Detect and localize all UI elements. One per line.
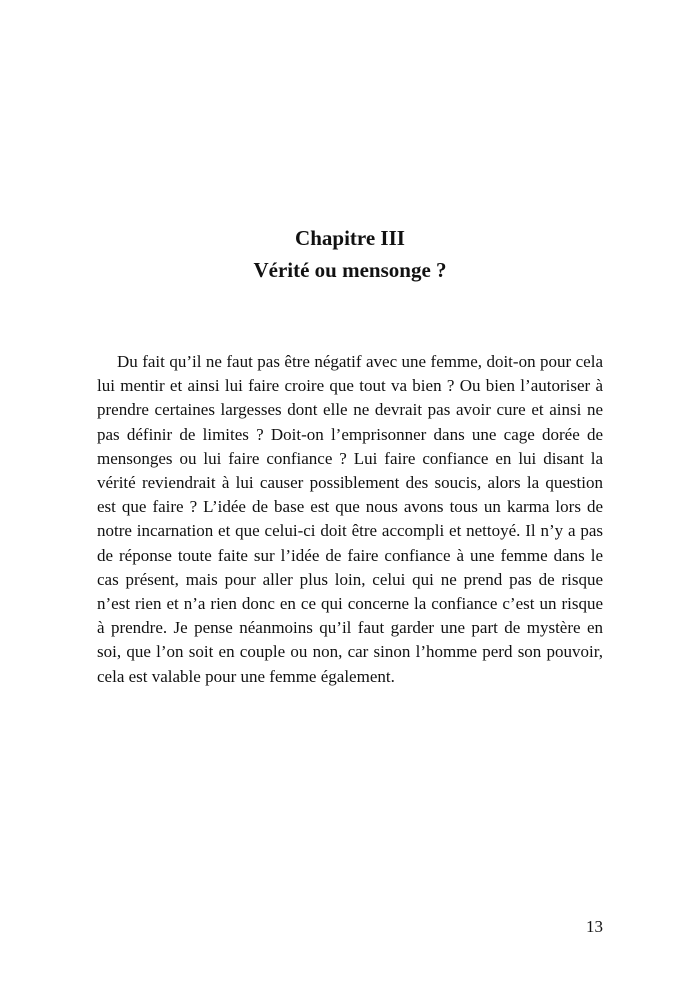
chapter-heading: [0, 222, 700, 286]
body-paragraph: Du fait qu’il ne faut pas être négatif avec une femme, doit-on pour cela lui mentir et ainsi lui faire croire que tout va bien ? Ou bien l’autoriser à prendre certaines largesses dont elle ne devrait pas avoir cure et ainsi ne pas définir de limites ? Doit-on l’emprisonner dans une cage dorée de mensonges ou lui faire confiance ? Lui faire confiance en lui disant la vérité reviendrait à lui causer possiblement des soucis, alors la question est que faire ? L’idée de base est que nous avons tous un karma lors de notre incarnation et que celui-ci doit être accompli et nettoyé. Il n’y a pas de réponse toute faite sur l’idée de faire confiance à une femme dans le cas présent, mais pour aller plus loin, celui qui ne prend pas de risque n’est rien et n’a rien donc en ce qui concerne la confiance c’est un risque à prendre. Je pense néanmoins qu’il faut garder une part de mystère en soi, que l’on soit en couple ou non, car sinon l’homme perd son pouvoir, cela est valable pour une femme également.: [97, 352, 603, 686]
chapter-title: Vérité ou mensonge ?: [253, 258, 447, 282]
page-number: 13: [586, 917, 603, 936]
chapter-number: Chapitre III: [295, 226, 405, 250]
